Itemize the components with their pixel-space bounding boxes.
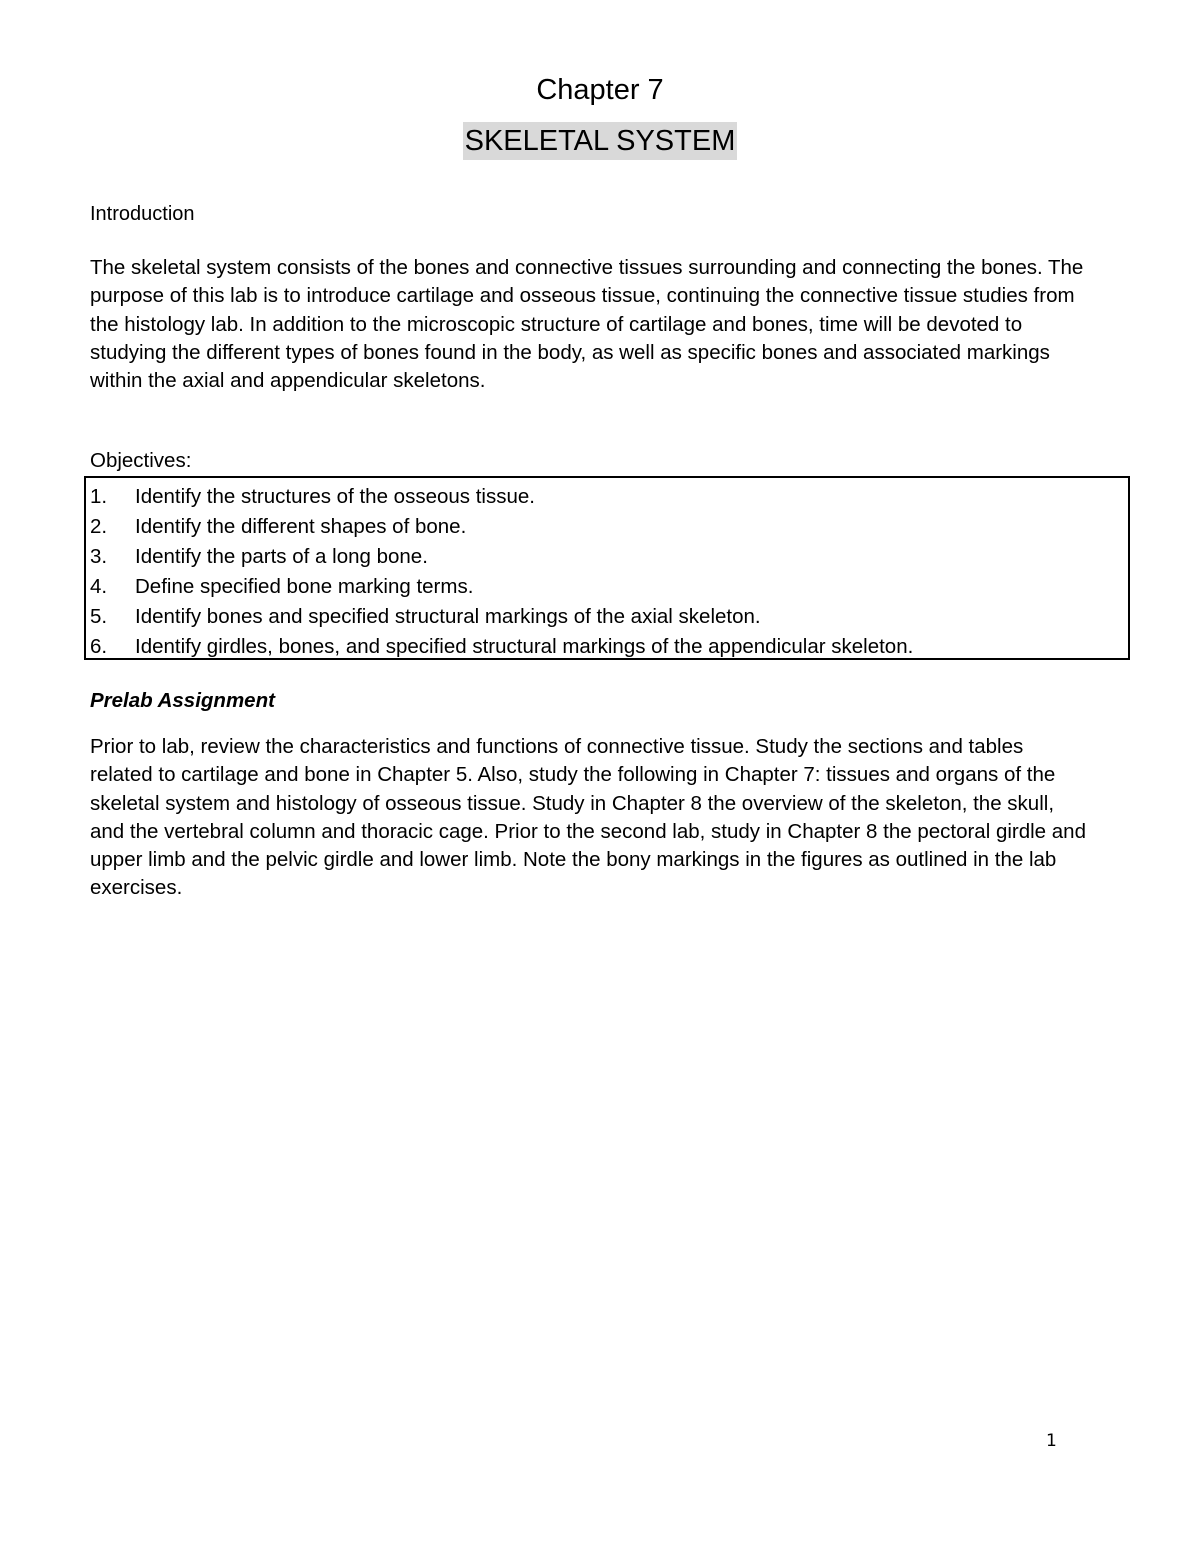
objective-item (90, 542, 1128, 572)
objectives-list (84, 476, 1130, 660)
section-title-wrap (0, 122, 1200, 160)
objective-item (90, 602, 1128, 632)
objective-item (90, 512, 1128, 542)
chapter-title: Chapter 7 (536, 74, 664, 106)
objective-number: 2. (90, 515, 108, 538)
objective-number: 6. (90, 635, 108, 658)
section-title: SKELETAL SYSTEM (463, 122, 738, 160)
objective-item (90, 632, 1128, 662)
objective-number: 5. (90, 605, 108, 628)
objective-text: Identify bones and specified structural markings of the axial skeleton. (135, 605, 761, 628)
introduction-heading: Introduction (90, 203, 195, 225)
prelab-paragraph: Prior to lab, review the characteristics and functions of connective tissue. Study the sections and tables related to cartilage and bone in Chapter 5. Also, study the following in Chapter 7: tissues and organs of the skeletal system and histology of osseous tissue. Study in Chapter 8 the overview of the skeleton, the skull, and the vertebral column and thoracic cage. Prior to the second lab, study in Chapter 8 the pectoral girdle and upper limb and the pelvic girdle and lower limb. Note the bony markings in the figures as outlined in the lab exercises. (90, 735, 1086, 900)
prelab-heading: Prelab Assignment (90, 689, 275, 712)
objective-text: Identify the structures of the osseous tissue. (135, 485, 535, 508)
objective-text: Identify the parts of a long bone. (135, 545, 428, 568)
objective-text: Define specified bone marking terms. (135, 575, 474, 598)
objective-text: Identify the different shapes of bone. (135, 515, 467, 538)
introduction-paragraph: The skeletal system consists of the bones and connective tissues surrounding and connecting the bones. The purpose of this lab is to introduce cartilage and osseous tissue, continuing the connective tissue studies from the histology lab. In addition to the microscopic structure of cartilage and bones, time will be devoted to studying the different types of bones found in the body, as well as specific bones and associated markings within the axial and appendicular skeletons. (90, 256, 1084, 393)
objective-item (90, 482, 1128, 512)
objectives-heading: Objectives: (90, 449, 192, 472)
objective-item (90, 572, 1128, 602)
page-number: 1 (1046, 1431, 1057, 1451)
objective-number: 4. (90, 575, 108, 598)
objective-number: 3. (90, 545, 108, 568)
objective-number: 1. (90, 485, 108, 508)
objective-text: Identify girdles, bones, and specified structural markings of the appendicular skeleton. (135, 635, 914, 658)
